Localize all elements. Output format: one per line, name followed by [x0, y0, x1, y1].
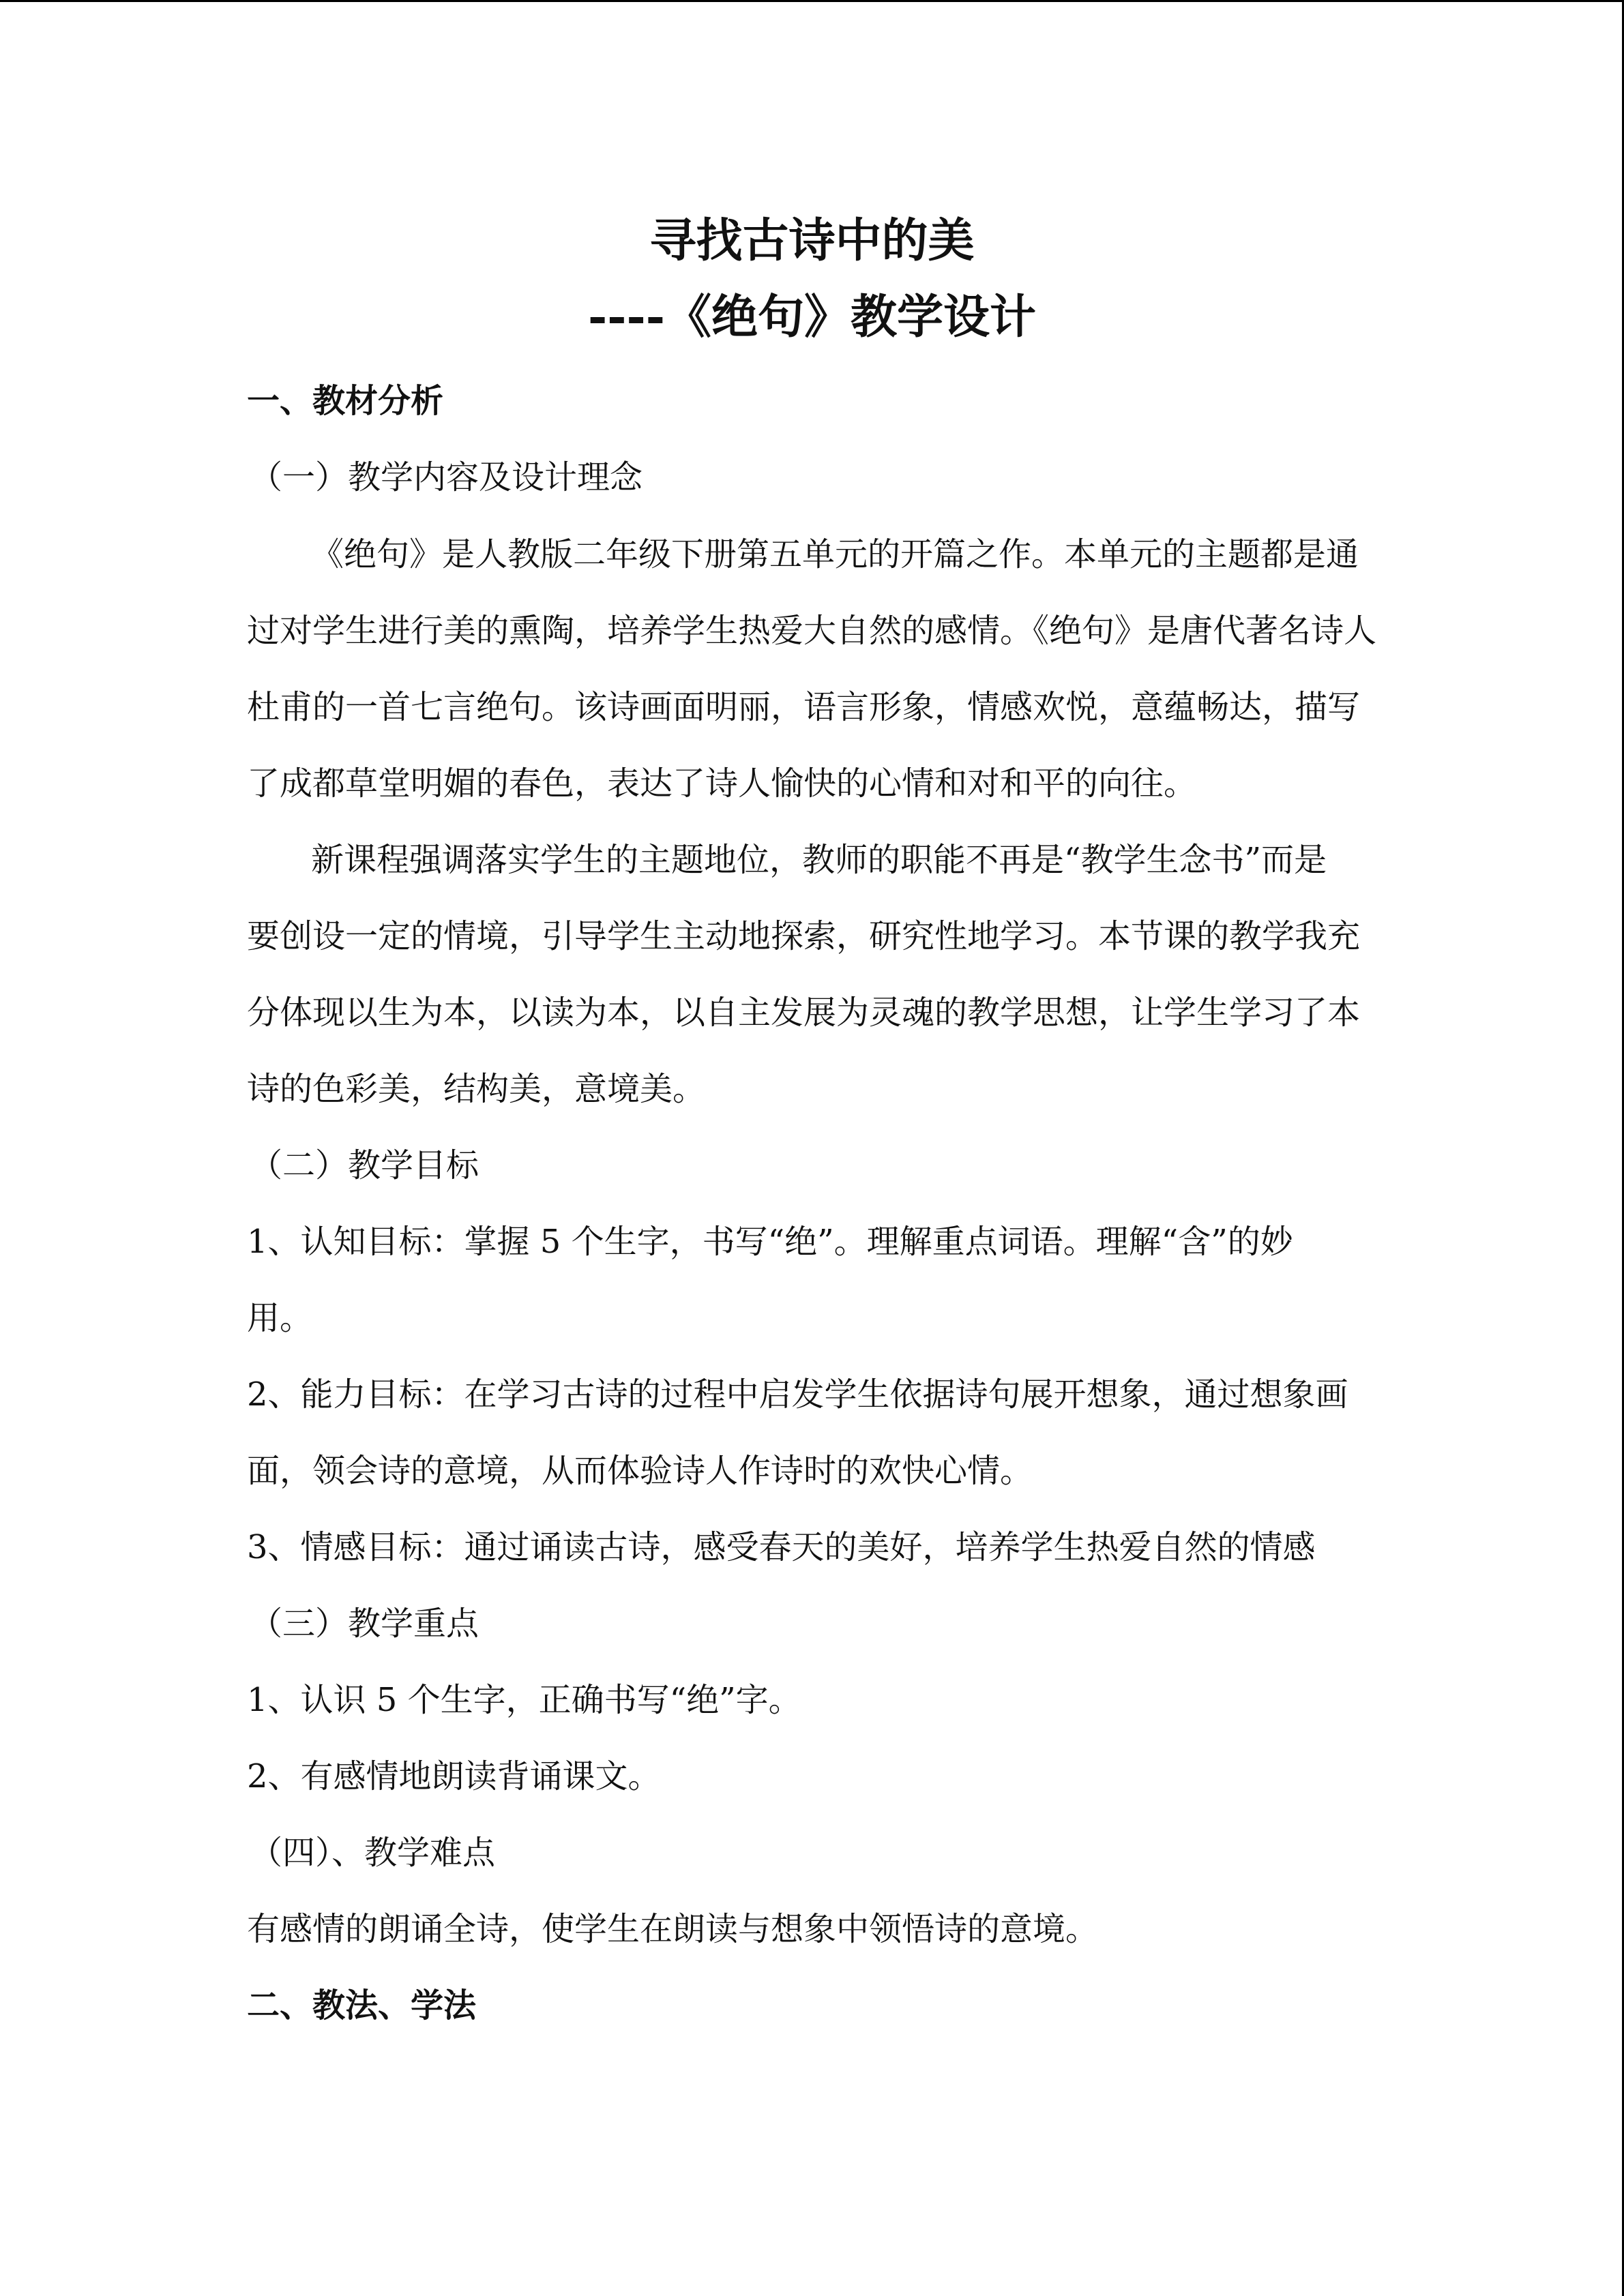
section-heading: 一、教材分析 — [247, 382, 444, 420]
list-item: 1、认识 5 个生字，正确书写“绝”字。 — [247, 1681, 801, 1719]
list-item: 2、能力目标：在学习古诗的过程中启发学生依据诗句展开想象，通过想象画 — [247, 1375, 1348, 1414]
list-item: 3、情感目标：通过诵读古诗，感受春天的美好，培养学生热爱自然的情感 — [247, 1528, 1316, 1566]
list-item-continuation: 用。 — [247, 1299, 313, 1337]
list-item-continuation: 面，领会诗的意境，从而体验诗人作诗时的欢快心情。 — [247, 1452, 1033, 1490]
subsection-heading: （三）教学重点 — [250, 1605, 479, 1643]
paragraph-line: 过对学生进行美的熏陶，培养学生热爱大自然的感情。《绝句》是唐代著名诗人 — [247, 612, 1377, 650]
paragraph-line: 诗的色彩美，结构美，意境美。 — [247, 1070, 706, 1108]
document-title: 寻找古诗中的美 — [649, 213, 975, 268]
list-item: 2、有感情地朗读背诵课文。 — [247, 1757, 661, 1795]
paragraph-line: 新课程强调落实学生的主题地位，教师的职能不再是“教学生念书”而是 — [311, 841, 1327, 879]
paragraph-line: 分体现以生为本，以读为本，以自主发展为灵魂的教学思想，让学生学习了本 — [247, 994, 1361, 1032]
paragraph-line: 有感情的朗诵全诗，使学生在朗读与想象中领悟诗的意境。 — [247, 1910, 1099, 1948]
paragraph-line: 了成都草堂明媚的春色，表达了诗人愉快的心情和对和平的向往。 — [247, 764, 1197, 803]
subsection-heading: （四）、教学难点 — [250, 1834, 496, 1872]
paragraph-line: 要创设一定的情境，引导学生主动地探索，研究性地学习。本节课的教学我充 — [247, 917, 1361, 955]
section-heading: 二、教法、学法 — [247, 1986, 477, 2025]
list-item: 1、认知目标：掌握 5 个生字，书写“绝”。理解重点词语。理解“含”的妙 — [247, 1223, 1293, 1261]
paragraph-line: 《绝句》是人教版二年级下册第五单元的开篇之作。本单元的主题都是通 — [311, 535, 1359, 573]
document-subtitle: ----《绝句》教学设计 — [588, 290, 1036, 344]
subsection-heading: （二）教学目标 — [250, 1146, 479, 1184]
subsection-heading: （一）教学内容及设计理念 — [250, 458, 643, 496]
paragraph-line: 杜甫的一首七言绝句。该诗画面明丽，语言形象，情感欢悦，意蕴畅达，描写 — [247, 688, 1361, 726]
